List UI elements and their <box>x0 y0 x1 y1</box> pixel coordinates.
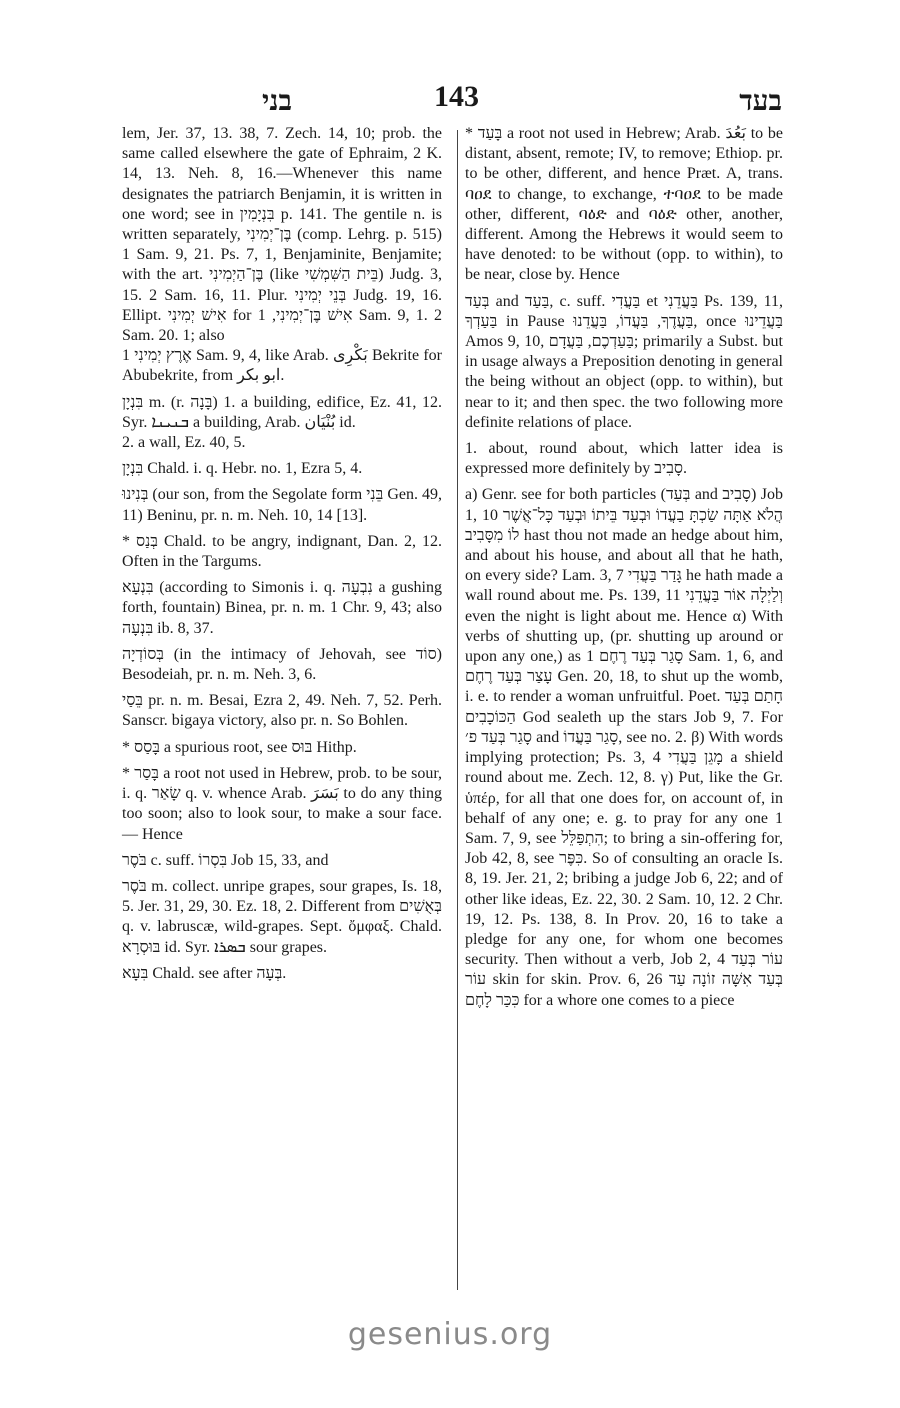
entry-paragraph: בִּנְעָא (according to Simonis i. q. נִבְעָה a gushing forth, fountain) Binea, pr. n. m. 1 Chr. 9, 43; also בִּנְעָה ib. 8, 37. <box>122 579 442 637</box>
entry-paragraph: * בָּסַס a spurious root, see בּוּס Hithp. <box>122 738 357 756</box>
header-catchword-left: בני <box>262 86 292 117</box>
column-divider <box>457 130 458 1290</box>
left-column <box>122 124 442 990</box>
entry-paragraph: בֹּסֶר m. collect. unripe grapes, sour grapes, Is. 18, 5. Jer. 31, 29, 30. Ez. 18, 2. Different from בְּאֻשִׁים q. v. labruscæ, wild-grapes. Sept. ὄμφαξ. Chald. בּוּסְרָא id. Syr. ܒܣܪܐ sour grapes. <box>122 877 442 956</box>
page-number: 143 <box>434 80 479 113</box>
entry-paragraph: בֹּסֶר c. suff. בִּסְרוֹ Job 15, 33, and <box>122 851 329 869</box>
header-catchword-right: בעד <box>739 86 782 117</box>
entry-paragraph: 2. a wall, Ez. 40, 5. <box>122 434 246 452</box>
entry-paragraph: בֵּסַי pr. n. m. Besai, Ezra 2, 49. Neh. 7, 52. Perh. Sanscr. bigaya victory, also pr. n. So Bohlen. <box>122 692 442 730</box>
entry-paragraph: בִּנְיָן m. (r. בָּנָה) 1. a building, edifice, Ez. 41, 12. Syr. ܒܢܝܢܐ a building, Arab. بُنْيَان id. <box>122 393 443 431</box>
entry-paragraph: * בְּנַס Chald. to be angry, indignant, Dan. 2, 12. Often in the Targums. <box>122 532 443 571</box>
entry-paragraph: * בָּעַד a root not used in Hebrew; Arab. بَعُدَ to be distant, absent, remote; IV, to remove; Ethiop. pr. to be other, different, and hence Præt. A, trans. ባዐደ to change, to exchange, ተባዐደ to be made other, different, ባዕድ and ባዕድ other, another, different. Among the Hebrews it would seem to have denoted: to be without (opp. to within), to be near, close by. Hence <box>465 125 784 284</box>
entry-paragraph: אֶרֶץ יְמִינִי 1 Sam. 9, 4, like Arab. بَكْرِى Bekrite for Abubekrite, from ابو بكر. <box>122 347 443 385</box>
entry-paragraph: 1. about, round about, which latter idea is expressed more definitely by סָבִיב. <box>465 440 783 478</box>
entry-paragraph: בִּנְיָן Chald. i. q. Hebr. no. 1, Ezra 5, 4. <box>122 460 363 478</box>
entry-paragraph: lem, Jer. 37, 13. 38, 7. Zech. 14, 10; prob. the same called elsewhere the gate of Ephraim, 2 K. 14, 13. Neh. 8, 16.—Whenever this name designates the patriarch Benjamin, it is written in one word; see in בִּנְיָמִין p. 141. The gentile n. is written separately, בֶּן־יְמִינִי (comp. Lehrg. p. 515) 1 Sam. 9, 21. Ps. 7, 1, Benjaminite, Benjamite; with the art. בֶּן־הַיְמִינִי (like בֵּית הַשִּׁמְשִׁי) Judg. 3, 15. 2 Sam. 16, 11. Plur. בְּנֵי יְמִינִי Judg. 19, 16. Ellipt. אִישׁ יְמִינִי for אִישׁ בֶּן־יְמִינִי, 1 Sam. 9, 1. 2 Sam. 20. 1; also <box>122 125 443 345</box>
entry-paragraph: בְּנִינוּ (our son, from the Segolate form בֵּנִי Gen. 49, 11) Beninu, pr. n. m. Neh. 10, 14 [13]. <box>122 486 443 524</box>
entry-paragraph: a) Genr. see for both particles (בְּעַד and סָבִיב) Job 1, 10 הֲלֹא אַתָּה שַׂכְתָּ בַעֲדוֹ וּבְעַד בֵּיתוֹ וּבְעַד כָּל־אֲשֶׁר לוֹ מִסָּבִיב hast thou not made an hedge about him, and about his house, and about all that he hath, on every side? Lam. 3, 7 גָּדַר בַּעֲדִי he hath made a wall round about me. Ps. 139, 11 וְלַיְלָה אוֹר בַּעֲדֵנִי even the night is light about me. Hence α) With verbs of shutting up, (pr. shutting up around or upon any one,) as סָגַר בְּעַד רֶחֶם 1 Sam. 1, 6, and עָצַר בְּעַד רֶחֶם Gen. 20, 18, to shut up the womb, i. e. to render a woman unfruitful. Poet. חָתַם בְּעַד הַכּוֹכָבִים God sealeth up the stars Job 9, 7. For סָגַר בְּעַד פ׳ and סָגַר בַּעֲדוֹ, see no. 2. β) With words implying protection; Ps. 3, 4 מָגֵן בַּעֲדִי a shield round about me. Zech. 12, 8. γ) Put, like the Gr. ὑπέρ, for all that one does for, on account of, in behalf of any one; e. g. to pray for any one 1 Sam. 7, 9, see הִתְפַּלֵּל; to bring a sin-offering for, Job 42, 8, see כִּפֶּר. So of consulting an oracle Is. 8, 19. Jer. 21, 2; bribing a judge Job 6, 22; and of other like ideas, Ez. 22, 30. 2 Sam. 10, 12. 2 Chr. 19, 12. Ps. 138, 8. In Prov. 20, 16 to take a pledge for any one, for whom one becomes security. Then without a verb, Job 2, 4 עוֹר בְּעַד עוֹר skin for skin. Prov. 6, 26 בְּעַד אִשָּׁה זוֹנָה עַד כִּכַּר לָחֶם for a whore one comes to a piece <box>465 486 784 1009</box>
entry-paragraph: * בָּסַר a root not used in Hebrew, prob. to be sour, i. q. שָׂאַר q. v. whence Arab. بَسَرَ to do any thing too soon; also to look sour, to make a sour face.— Hence <box>122 764 443 843</box>
page-header <box>122 80 782 120</box>
entry-paragraph: בִּעָא Chald. see after בְּעָה. <box>122 964 287 982</box>
entry-paragraph: בְּסוֹדְיָה (in the intimacy of Jehovah, see סוֹד) Besodeiah, pr. n. m. Neh. 3, 6. <box>122 645 442 684</box>
watermark: gesenius.org <box>347 1317 553 1352</box>
entry-paragraph: בְּעַד and בַּעַד, c. suff. בַּעֲדִי et בַּעֲדֵנִי Ps. 139, 11, בַּעַדְךָ in Pause בַּעֲדֶךָ, בַּעֲדוֹ, בַּעֲדֵנוּ, once בַּעֲדֵינוּ Amos 9, 10, בַּעַדְכֶם, בַּעֲדָם; primarily a Subst. but in usage always a Preposition denoting in general the being without an object (opp. to within), but near to it; and then spec. the two following more definite relations of place. <box>465 292 784 431</box>
right-column <box>465 124 783 1017</box>
